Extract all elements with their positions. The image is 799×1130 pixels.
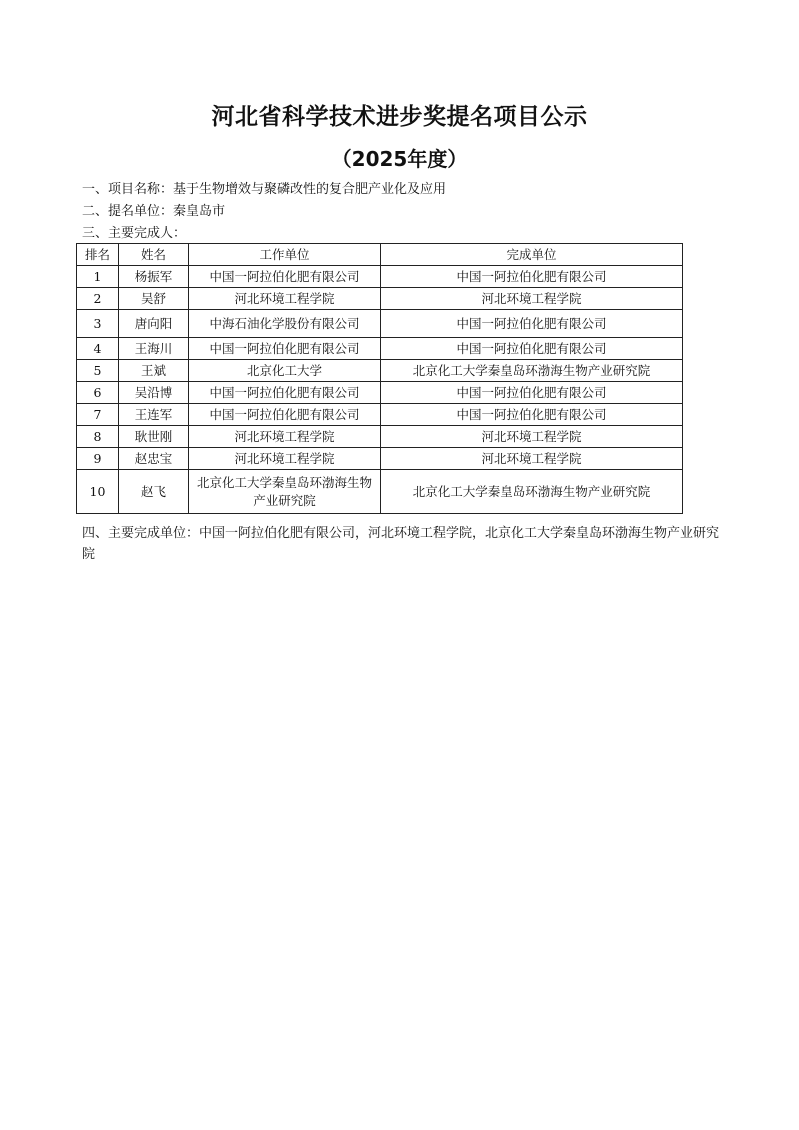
cell-work-unit: 河北环境工程学院	[189, 288, 381, 310]
cell-work-unit: 中国一阿拉伯化肥有限公司	[189, 382, 381, 404]
cell-work-unit: 北京化工大学秦皇岛环渤海生物产业研究院	[189, 470, 381, 514]
nominator-label: 二、提名单位：	[82, 204, 174, 219]
nominator-value: 秦皇岛市	[173, 204, 226, 219]
header-work-unit: 工作单位	[189, 244, 381, 266]
cell-work-unit: 中海石油化学股份有限公司	[189, 310, 381, 338]
cell-work-unit: 中国一阿拉伯化肥有限公司	[189, 404, 381, 426]
table-row	[77, 360, 683, 382]
cell-work-unit: 中国一阿拉伯化肥有限公司	[189, 338, 381, 360]
cell-rank: 4	[77, 338, 119, 360]
table-row	[77, 382, 683, 404]
main-completion-units-paragraph	[82, 523, 732, 565]
cell-name: 王斌	[119, 360, 189, 382]
cell-completion-unit: 中国一阿拉伯化肥有限公司	[381, 310, 683, 338]
table-row	[77, 288, 683, 310]
cell-work-unit: 北京化工大学	[189, 360, 381, 382]
table-row	[77, 404, 683, 426]
cell-name: 吴舒	[119, 288, 189, 310]
cell-name: 王海川	[119, 338, 189, 360]
cell-completion-unit: 中国一阿拉伯化肥有限公司	[381, 382, 683, 404]
cell-name: 赵忠宝	[119, 448, 189, 470]
completion-units-label: 四、主要完成单位：	[82, 526, 200, 541]
cell-rank: 8	[77, 426, 119, 448]
cell-name: 杨振军	[119, 266, 189, 288]
page-title: 河北省科学技术进步奖提名项目公示	[211, 104, 588, 130]
table-row	[77, 426, 683, 448]
cell-rank: 6	[77, 382, 119, 404]
cell-completion-unit: 北京化工大学秦皇岛环渤海生物产业研究院	[381, 360, 683, 382]
project-name-line	[82, 180, 446, 200]
page-subtitle-year: （2025年度）	[331, 147, 468, 171]
nominator-line	[82, 202, 225, 222]
header-rank: 排名	[77, 244, 119, 266]
table-row	[77, 448, 683, 470]
cell-name: 耿世刚	[119, 426, 189, 448]
project-name-label: 一、项目名称：	[82, 182, 174, 197]
cell-completion-unit: 中国一阿拉伯化肥有限公司	[381, 404, 683, 426]
table-row	[77, 338, 683, 360]
contributors-table	[76, 243, 683, 514]
cell-rank: 5	[77, 360, 119, 382]
header-name: 姓名	[119, 244, 189, 266]
cell-completion-unit: 河北环境工程学院	[381, 288, 683, 310]
cell-rank: 10	[77, 470, 119, 514]
cell-rank: 3	[77, 310, 119, 338]
table-row	[77, 266, 683, 288]
cell-rank: 7	[77, 404, 119, 426]
completion-units-value: 中国一阿拉伯化肥有限公司，河北环境工程学院，北京化工大学秦皇岛环渤海生物产业研究院	[82, 526, 720, 562]
table-header-row	[77, 244, 683, 266]
cell-completion-unit: 河北环境工程学院	[381, 448, 683, 470]
cell-name: 唐向阳	[119, 310, 189, 338]
cell-rank: 2	[77, 288, 119, 310]
project-name-value: 基于生物增效与聚磷改性的复合肥产业化及应用	[173, 182, 447, 197]
cell-rank: 1	[77, 266, 119, 288]
cell-rank: 9	[77, 448, 119, 470]
table-row	[77, 470, 683, 514]
cell-work-unit: 河北环境工程学院	[189, 448, 381, 470]
header-completion-unit: 完成单位	[381, 244, 683, 266]
main-contributors-heading: 三、主要完成人：	[82, 226, 187, 241]
cell-completion-unit: 中国一阿拉伯化肥有限公司	[381, 266, 683, 288]
cell-work-unit: 河北环境工程学院	[189, 426, 381, 448]
cell-name: 王连军	[119, 404, 189, 426]
table-row	[77, 310, 683, 338]
cell-name: 赵飞	[119, 470, 189, 514]
cell-completion-unit: 北京化工大学秦皇岛环渤海生物产业研究院	[381, 470, 683, 514]
cell-work-unit: 中国一阿拉伯化肥有限公司	[189, 266, 381, 288]
cell-name: 吴沿博	[119, 382, 189, 404]
cell-completion-unit: 中国一阿拉伯化肥有限公司	[381, 338, 683, 360]
cell-completion-unit: 河北环境工程学院	[381, 426, 683, 448]
